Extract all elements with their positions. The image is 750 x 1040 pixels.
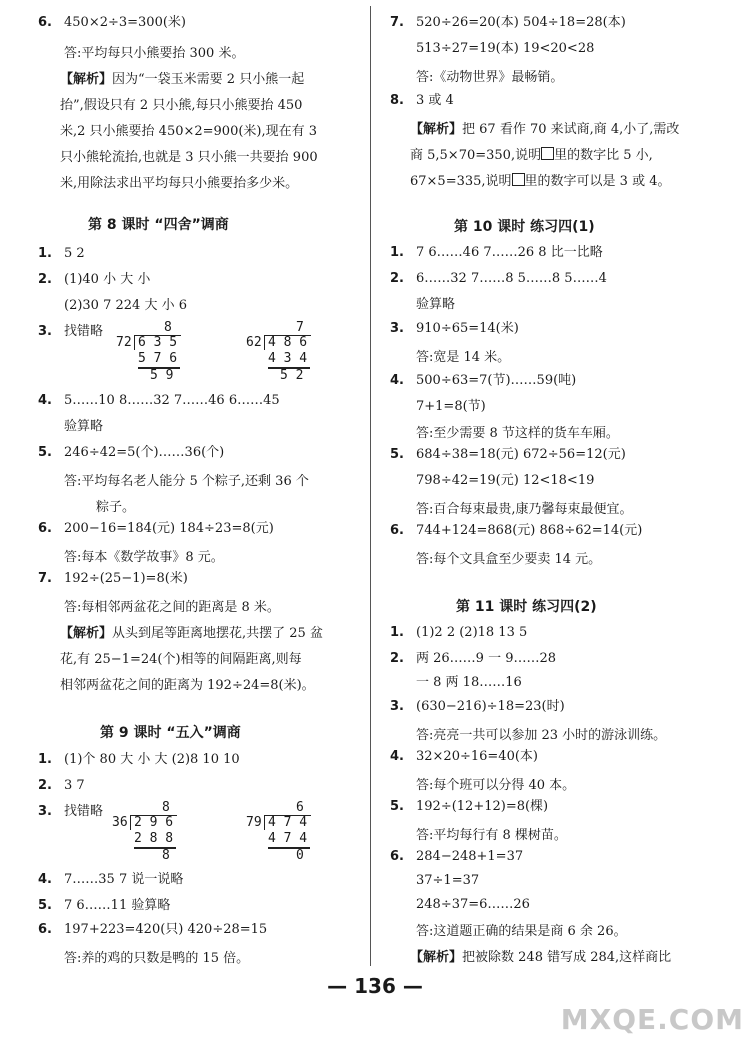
answer-sentence: 答:每本《数学故事》8 元。 xyxy=(64,550,224,565)
answer-sentence: 答:这道题正确的结果是商 6 余 26。 xyxy=(416,924,627,939)
answer-line: 5. 7 6……11 验算略 xyxy=(38,898,171,913)
analysis-line: 花,有 25−1=24(个)相等的间隔距离,则每 xyxy=(60,652,302,667)
answer-sentence: 答:宽是 14 米。 xyxy=(416,350,511,365)
answer-line: 6. 197+223=420(只) 420÷28=15 xyxy=(38,922,268,937)
answer-sentence: 答:平均每只小熊要抬 300 米。 xyxy=(64,46,245,61)
long-division: 8 72 6 3 5 5 7 6 5 9 xyxy=(116,320,186,384)
answer-sentence: 答:《动物世界》最畅销。 xyxy=(416,70,564,85)
answer-line: 4. 500÷63=7(节)……59(吨) xyxy=(390,373,577,388)
answer-line: 1. 7 6……46 7……26 8 比一比略 xyxy=(390,245,603,260)
answer-line: 2. 3 7 xyxy=(38,778,85,793)
lesson-10-heading: 第 10 课时 练习四(1) xyxy=(454,219,595,235)
answer-sentence: 答:平均每名老人能分 5 个粽子,还剩 36 个 xyxy=(64,474,309,489)
answer-line: 6. 450×2÷3=300(米) xyxy=(38,15,186,30)
answer-sentence: 粽子。 xyxy=(96,500,136,515)
answer-line: 验算略 xyxy=(64,419,104,434)
answer-line: 6. 200−16=184(元) 184÷23=8(元) xyxy=(38,521,274,536)
answer-sentence: 答:至少需要 8 节这样的货车车厢。 xyxy=(416,426,619,441)
answer-line: 8. 3 或 4 xyxy=(390,93,454,108)
answer-line: 3. 910÷65=14(米) xyxy=(390,321,519,336)
answer-line: 3. 找错略 xyxy=(38,324,104,339)
answer-line: 一 8 两 18……16 xyxy=(416,675,522,690)
answer-line: 验算略 xyxy=(416,297,456,312)
analysis-line: 米,2 只小熊要抬 450×2=900(米),现在有 3 xyxy=(60,124,318,139)
answer-line: 5. 246÷42=5(个)……36(个) xyxy=(38,445,225,460)
answer-sentence: 答:亮亮一共可以参加 23 小时的游泳训练。 xyxy=(416,728,667,743)
long-division: 6 79 4 7 4 4 7 4 0 xyxy=(246,800,316,864)
analysis: 【解析】把被除数 248 错写成 284,这样商比 xyxy=(410,950,672,965)
answer-line: 37÷1=37 xyxy=(416,873,480,888)
answer-line: 2. (1)40 小 大 小 xyxy=(38,272,151,287)
watermark: MXQE.COM xyxy=(560,1003,744,1036)
answer-sentence: 答:每个文具盒至少要卖 14 元。 xyxy=(416,552,602,567)
lesson-9-heading: 第 9 课时 “五入”调商 xyxy=(100,725,241,741)
answer-line: 2. 两 26……9 一 9……28 xyxy=(390,651,557,666)
answer-line: (2)30 7 224 大 小 6 xyxy=(64,298,187,313)
answer-line: 3. 找错略 xyxy=(38,804,104,819)
answer-sentence: 答:百合每束最贵,康乃馨每束最便宜。 xyxy=(416,502,633,517)
answer-line: 1. (1)2 2 (2)18 13 5 xyxy=(390,625,528,640)
analysis-line: 相邻两盆花之间的距离为 192÷24=8(米)。 xyxy=(60,678,315,693)
analysis: 【解析】从头到尾等距离地摆花,共摆了 25 盆 xyxy=(60,626,323,641)
answer-line: 513÷27=19(本) 19<20<28 xyxy=(416,41,595,56)
answer-line: 1. (1)个 80 大 小 大 (2)8 10 10 xyxy=(38,752,240,767)
answer-line: 7. 192÷(25−1)=8(米) xyxy=(38,571,188,586)
answer-line: 7. 520÷26=20(本) 504÷18=28(本) xyxy=(390,15,626,30)
answer-line: 5. 684÷38=18(元) 672÷56=12(元) xyxy=(390,447,626,462)
long-division: 8 36 2 9 6 2 8 8 8 xyxy=(112,800,182,864)
answer-line: 4. 32×20÷16=40(本) xyxy=(390,749,538,764)
answer-line: 4. 5……10 8……32 7……46 6……45 xyxy=(38,393,280,408)
answer-line: 798÷42=19(元) 12<18<19 xyxy=(416,473,595,488)
answer-line: 4. 7……35 7 说一说略 xyxy=(38,872,184,887)
lesson-8-heading: 第 8 课时 “四舍”调商 xyxy=(88,217,229,233)
analysis-line: 只小熊轮流抬,也就是 3 只小熊一共要抬 900 xyxy=(60,150,318,165)
answer-line: 3. (630−216)÷18=23(时) xyxy=(390,699,565,714)
answer-sentence: 答:每个班可以分得 40 本。 xyxy=(416,778,576,793)
answer-sentence: 答:平均每行有 8 棵树苗。 xyxy=(416,828,567,843)
answer-line: 2. 6……32 7……8 5……8 5……4 xyxy=(390,271,607,286)
answer-sentence: 答:每相邻两盆花之间的距离是 8 米。 xyxy=(64,600,280,615)
answer-line: 6. 284−248+1=37 xyxy=(390,849,524,864)
blank-box-icon xyxy=(541,147,554,160)
analysis-line: 抬”,假设只有 2 只小熊,每只小熊要抬 450 xyxy=(60,98,303,113)
analysis-line: 67×5=335,说明 里的数字可以是 3 或 4。 xyxy=(410,174,671,189)
answer-sentence: 答:养的鸡的只数是鸭的 15 倍。 xyxy=(64,951,250,966)
analysis: 【解析】把 67 看作 70 来试商,商 4,小了,需改 xyxy=(410,122,680,137)
analysis: 【解析】因为“一袋玉米需要 2 只小熊一起 xyxy=(60,72,305,87)
answer-line: 7+1=8(节) xyxy=(416,399,486,414)
page-number: — 136 — xyxy=(327,974,423,998)
answer-line: 248÷37=6……26 xyxy=(416,897,530,912)
blank-box-icon xyxy=(512,173,525,186)
analysis-line: 商 5,5×70=350,说明 里的数字比 5 小, xyxy=(410,148,653,163)
lesson-11-heading: 第 11 课时 练习四(2) xyxy=(456,599,597,615)
long-division: 7 62 4 8 6 4 3 4 5 2 xyxy=(246,320,316,384)
answer-line: 6. 744+124=868(元) 868÷62=14(元) xyxy=(390,523,643,538)
answer-line: 5. 192÷(12+12)=8(棵) xyxy=(390,799,549,814)
analysis-line: 米,用除法求出平均每只小熊要抬多少米。 xyxy=(60,176,299,191)
answer-line: 1. 5 2 xyxy=(38,246,85,261)
column-divider xyxy=(370,6,371,966)
